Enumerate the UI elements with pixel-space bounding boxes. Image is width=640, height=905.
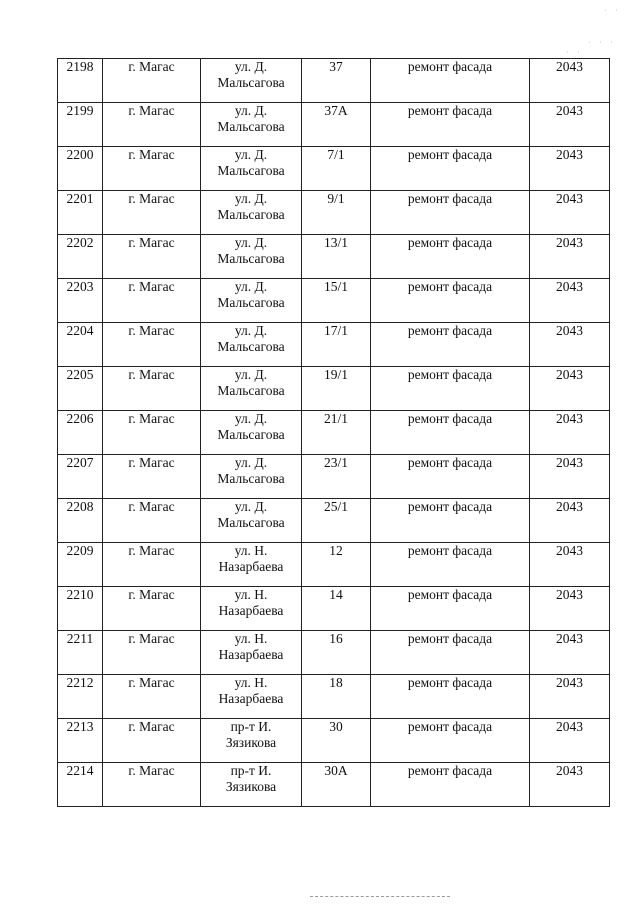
house-number-cell: 37А [302,103,371,147]
work-type-cell: ремонт фасада [371,279,530,323]
house-number-cell: 18 [302,675,371,719]
street-prefix: ул. Д. [234,499,268,514]
row-number: 2202 [58,235,103,279]
year-cell: 2043 [530,675,610,719]
street-name: Мальсагова [217,75,285,90]
street-name: Мальсагова [217,427,285,442]
year-cell: 2043 [530,279,610,323]
table-row [58,631,610,675]
street-cell [201,719,302,763]
work-type-cell: ремонт фасада [371,455,530,499]
city-cell: г. Магас [103,235,201,279]
street-prefix: ул. Д. [234,367,268,382]
street-cell [201,147,302,191]
house-number-cell: 16 [302,631,371,675]
registry-table-body [58,59,610,807]
house-number-cell: 7/1 [302,147,371,191]
work-type-cell: ремонт фасада [371,103,530,147]
house-number-cell: 13/1 [302,235,371,279]
street-prefix: ул. Н. [234,675,268,690]
work-type-cell: ремонт фасада [371,191,530,235]
house-number-cell: 23/1 [302,455,371,499]
street-prefix: ул. Д. [234,279,268,294]
row-number: 2201 [58,191,103,235]
year-cell: 2043 [530,499,610,543]
street-cell [201,631,302,675]
year-cell: 2043 [530,631,610,675]
street-cell [201,763,302,807]
street-name: Мальсагова [217,339,285,354]
city-cell: г. Магас [103,59,201,103]
year-cell: 2043 [530,367,610,411]
city-cell: г. Магас [103,323,201,367]
row-number: 2214 [58,763,103,807]
table-row [58,367,610,411]
table-row [58,59,610,103]
city-cell: г. Магас [103,455,201,499]
table-row [58,323,610,367]
table-row [58,235,610,279]
city-cell: г. Магас [103,103,201,147]
work-type-cell: ремонт фасада [371,59,530,103]
house-number-cell: 30 [302,719,371,763]
street-name: Мальсагова [217,163,285,178]
street-prefix: ул. Д. [234,59,268,74]
row-number: 2207 [58,455,103,499]
row-number: 2198 [58,59,103,103]
work-type-cell: ремонт фасада [371,675,530,719]
street-cell [201,235,302,279]
work-type-cell: ремонт фасада [371,411,530,455]
house-number-cell: 12 [302,543,371,587]
street-name: Назарбаева [218,691,284,706]
work-type-cell: ремонт фасада [371,147,530,191]
row-number: 2200 [58,147,103,191]
street-prefix: ул. Д. [234,323,268,338]
scan-noise: · · [566,48,583,57]
year-cell: 2043 [530,103,610,147]
street-name: Мальсагова [217,207,285,222]
house-number-cell: 14 [302,587,371,631]
work-type-cell: ремонт фасада [371,235,530,279]
street-name: Назарбаева [218,603,284,618]
scan-edge-mark [310,896,450,899]
table-row [58,103,610,147]
year-cell: 2043 [530,763,610,807]
street-cell [201,367,302,411]
table-row [58,279,610,323]
table-row [58,455,610,499]
table-row [58,191,610,235]
street-prefix: ул. Д. [234,411,268,426]
house-number-cell: 19/1 [302,367,371,411]
city-cell: г. Магас [103,587,201,631]
city-cell: г. Магас [103,631,201,675]
street-cell [201,103,302,147]
city-cell: г. Магас [103,719,201,763]
city-cell: г. Магас [103,675,201,719]
street-cell [201,587,302,631]
table-row [58,675,610,719]
table-row [58,499,610,543]
year-cell: 2043 [530,59,610,103]
street-name: Назарбаева [218,559,284,574]
street-cell [201,455,302,499]
row-number: 2203 [58,279,103,323]
row-number: 2199 [58,103,103,147]
street-cell [201,191,302,235]
year-cell: 2043 [530,235,610,279]
city-cell: г. Магас [103,279,201,323]
street-prefix: ул. Д. [234,147,268,162]
city-cell: г. Магас [103,499,201,543]
street-name: Мальсагова [217,383,285,398]
row-number: 2209 [58,543,103,587]
row-number: 2210 [58,587,103,631]
work-type-cell: ремонт фасада [371,499,530,543]
house-number-cell: 30А [302,763,371,807]
row-number: 2211 [58,631,103,675]
work-type-cell: ремонт фасада [371,323,530,367]
registry-table [57,58,610,807]
street-prefix: ул. Н. [234,543,268,558]
work-type-cell: ремонт фасада [371,367,530,411]
house-number-cell: 15/1 [302,279,371,323]
row-number: 2212 [58,675,103,719]
table-row [58,587,610,631]
street-prefix: ул. Н. [234,587,268,602]
year-cell: 2043 [530,455,610,499]
street-prefix: ул. Д. [234,235,268,250]
house-number-cell: 21/1 [302,411,371,455]
row-number: 2204 [58,323,103,367]
street-name: Мальсагова [217,119,285,134]
street-name: Мальсагова [217,515,285,530]
year-cell: 2043 [530,191,610,235]
city-cell: г. Магас [103,411,201,455]
street-prefix: ул. Д. [234,103,268,118]
street-cell [201,499,302,543]
work-type-cell: ремонт фасада [371,631,530,675]
house-number-cell: 9/1 [302,191,371,235]
city-cell: г. Магас [103,147,201,191]
table-row [58,719,610,763]
year-cell: 2043 [530,543,610,587]
year-cell: 2043 [530,411,610,455]
table-row [58,543,610,587]
work-type-cell: ремонт фасада [371,719,530,763]
street-name: Зязикова [225,735,277,750]
street-name: Мальсагова [217,471,285,486]
house-number-cell: 37 [302,59,371,103]
work-type-cell: ремонт фасада [371,587,530,631]
table-row [58,411,610,455]
work-type-cell: ремонт фасада [371,763,530,807]
house-number-cell: 25/1 [302,499,371,543]
street-prefix: ул. Д. [234,455,268,470]
row-number: 2213 [58,719,103,763]
scan-noise: · · · [588,38,616,47]
street-prefix: ул. Д. [234,191,268,206]
row-number: 2205 [58,367,103,411]
row-number: 2206 [58,411,103,455]
street-name: Зязикова [225,779,277,794]
street-name: Назарбаева [218,647,284,662]
street-prefix: пр-т И. [230,763,272,778]
scan-noise: · · [604,6,621,15]
street-cell [201,279,302,323]
year-cell: 2043 [530,323,610,367]
city-cell: г. Магас [103,763,201,807]
street-prefix: пр-т И. [230,719,272,734]
street-prefix: ул. Н. [234,631,268,646]
street-cell [201,59,302,103]
street-cell [201,675,302,719]
city-cell: г. Магас [103,367,201,411]
city-cell: г. Магас [103,543,201,587]
work-type-cell: ремонт фасада [371,543,530,587]
house-number-cell: 17/1 [302,323,371,367]
city-cell: г. Магас [103,191,201,235]
street-name: Мальсагова [217,295,285,310]
street-cell [201,323,302,367]
year-cell: 2043 [530,587,610,631]
year-cell: 2043 [530,147,610,191]
table-row [58,763,610,807]
street-cell [201,543,302,587]
table-row [58,147,610,191]
year-cell: 2043 [530,719,610,763]
street-cell [201,411,302,455]
row-number: 2208 [58,499,103,543]
street-name: Мальсагова [217,251,285,266]
